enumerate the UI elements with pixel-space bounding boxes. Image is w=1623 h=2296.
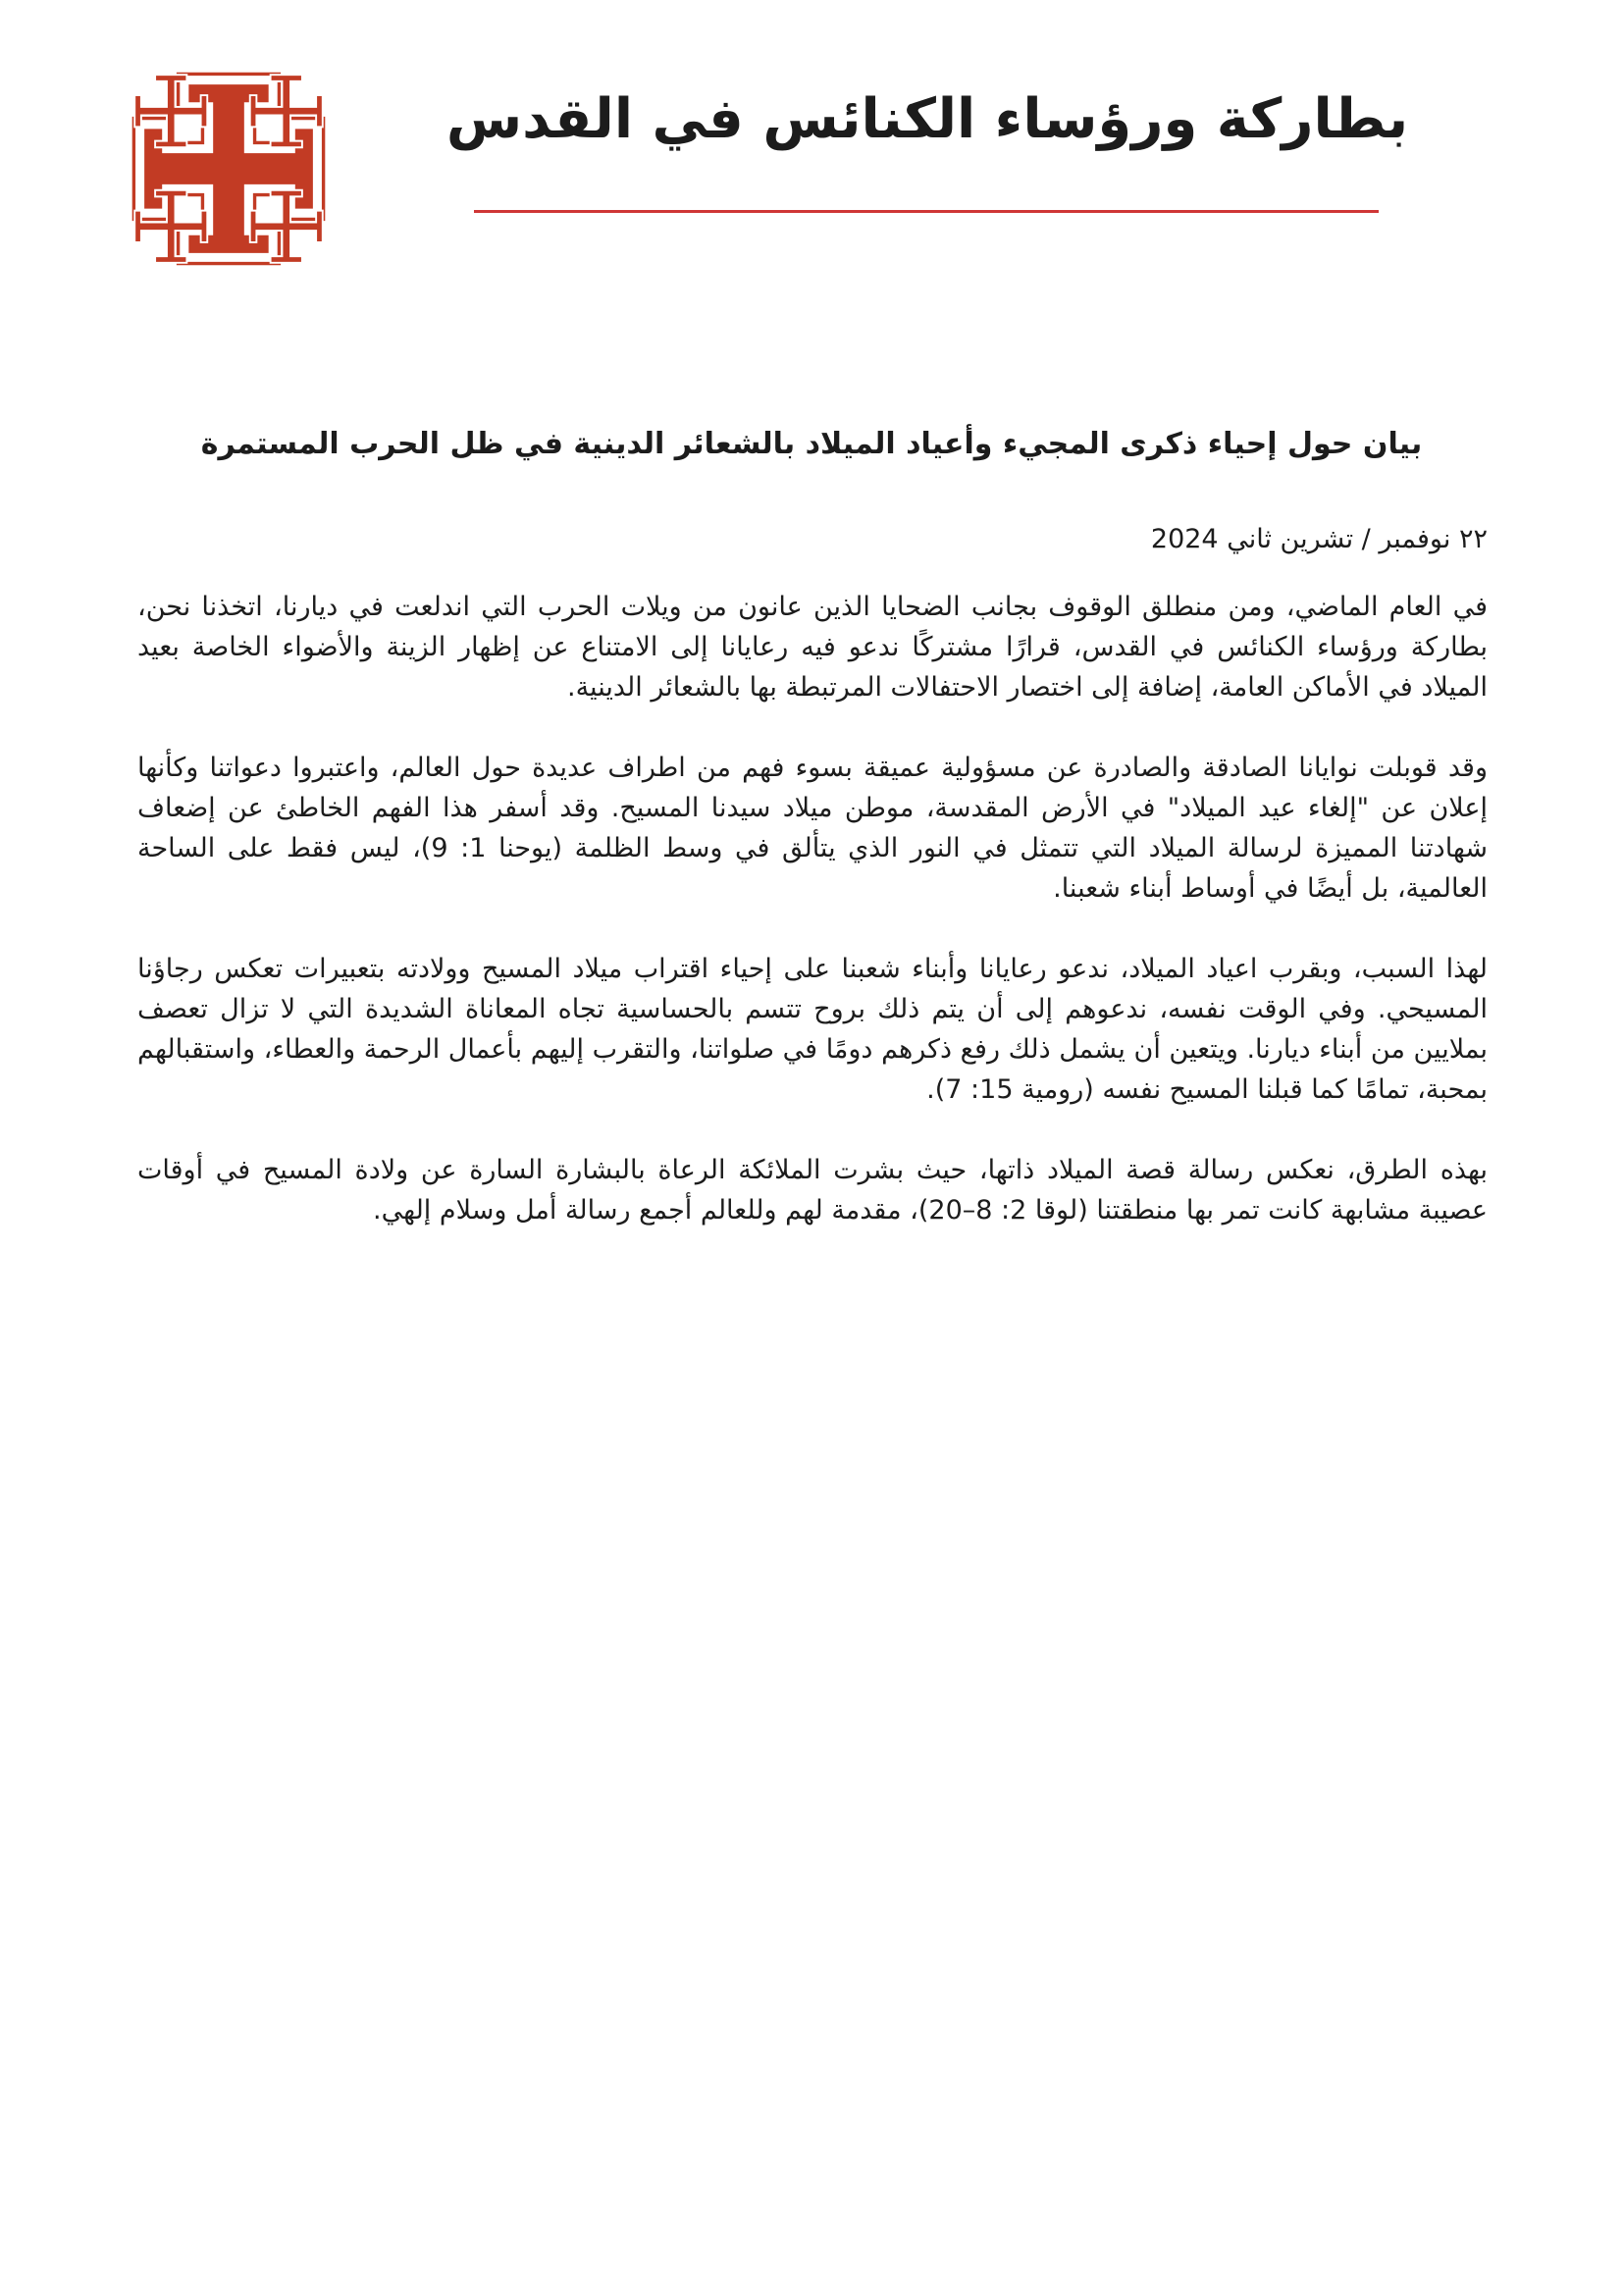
organization-name: بطاركة ورؤساء الكنائس في القدس [445, 87, 1409, 151]
header-divider [474, 210, 1379, 213]
statement-paragraph-1: في العام الماضي، ومن منطلق الوقوف بجانب الضحايا الذين عانون من ويلات الحرب التي اندلعت في ديارنا، اتخذنا نحن، بطاركة ورؤساء الكنائس في القدس، قرارًا مشتركًا ندعو فيه رعايانا إلى الامتناع عن إظهار الزينة والأضواء الخاصة بعيد الميلاد في الأماكن العامة، إضافة إلى اختصار الاحتفالات المرتبطة بها بالشعائر الدينية. [137, 592, 1488, 703]
jerusalem-cross-icon [118, 57, 340, 281]
statement-body [137, 587, 1488, 1271]
statement-paragraph-4: بهذه الطرق، نعكس رسالة قصة الميلاد ذاتها، حيث بشرت الملائكة الرعاة بالبشارة السارة عن ولادة المسيح في أوقات عصيبة مشابهة كانت تمر بها منطقتنا (لوقا 2: 8–20)، مقدمة لهم وللعالم أجمع رسالة أمل وسلام إلهي. [137, 1155, 1488, 1226]
statement-paragraph-2: وقد قوبلت نوايانا الصادقة والصادرة عن مسؤولية عميقة بسوء فهم من اطراف عديدة حول العالم، واعتبروا دعواتنا وكأنها إعلان عن "إلغاء عيد الميلاد" في الأرض المقدسة، موطن ميلاد سيدنا المسيح. وقد أسفر هذا الفهم الخاطئ عن إضعاف شهادتنا المميزة لرسالة الميلاد التي تتمثل في النور الذي يتألق في وسط الظلمة (يوحنا 1: 9)، ليس فقط على الساحة العالمية، بل أيضًا في أوساط أبناء شعبنا. [137, 753, 1488, 904]
organization-logo [118, 57, 340, 281]
statement-title: بيان حول إحياء ذكرى المجيء وأعياد الميلاد بالشعائر الدينية في ظل الحرب المستمرة [200, 427, 1423, 461]
statement-paragraph-3: لهذا السبب، وبقرب اعياد الميلاد، ندعو رعايانا وأبناء شعبنا على إحياء اقتراب ميلاد المسيح وولادته بتعبيرات تعكس رجاؤنا المسيحي. وفي الوقت نفسه، ندعوهم إلى أن يتم ذلك بروح تتسم بالحساسية تجاه المعاناة الشديدة التي لا تزال تعصف بملايين من أبناء ديارنا. ويتعين أن يشمل ذلك رفع ذكرهم دومًا في صلواتنا، والتقرب إليهم بأعمال الرحمة والعطاء، واستقبالهم بمحبة، تمامًا كما قبلنا المسيح نفسه (رومية 15: 7). [137, 954, 1488, 1105]
statement-date: ٢٢ نوفمبر / تشرين ثاني 2024 [1150, 524, 1488, 554]
